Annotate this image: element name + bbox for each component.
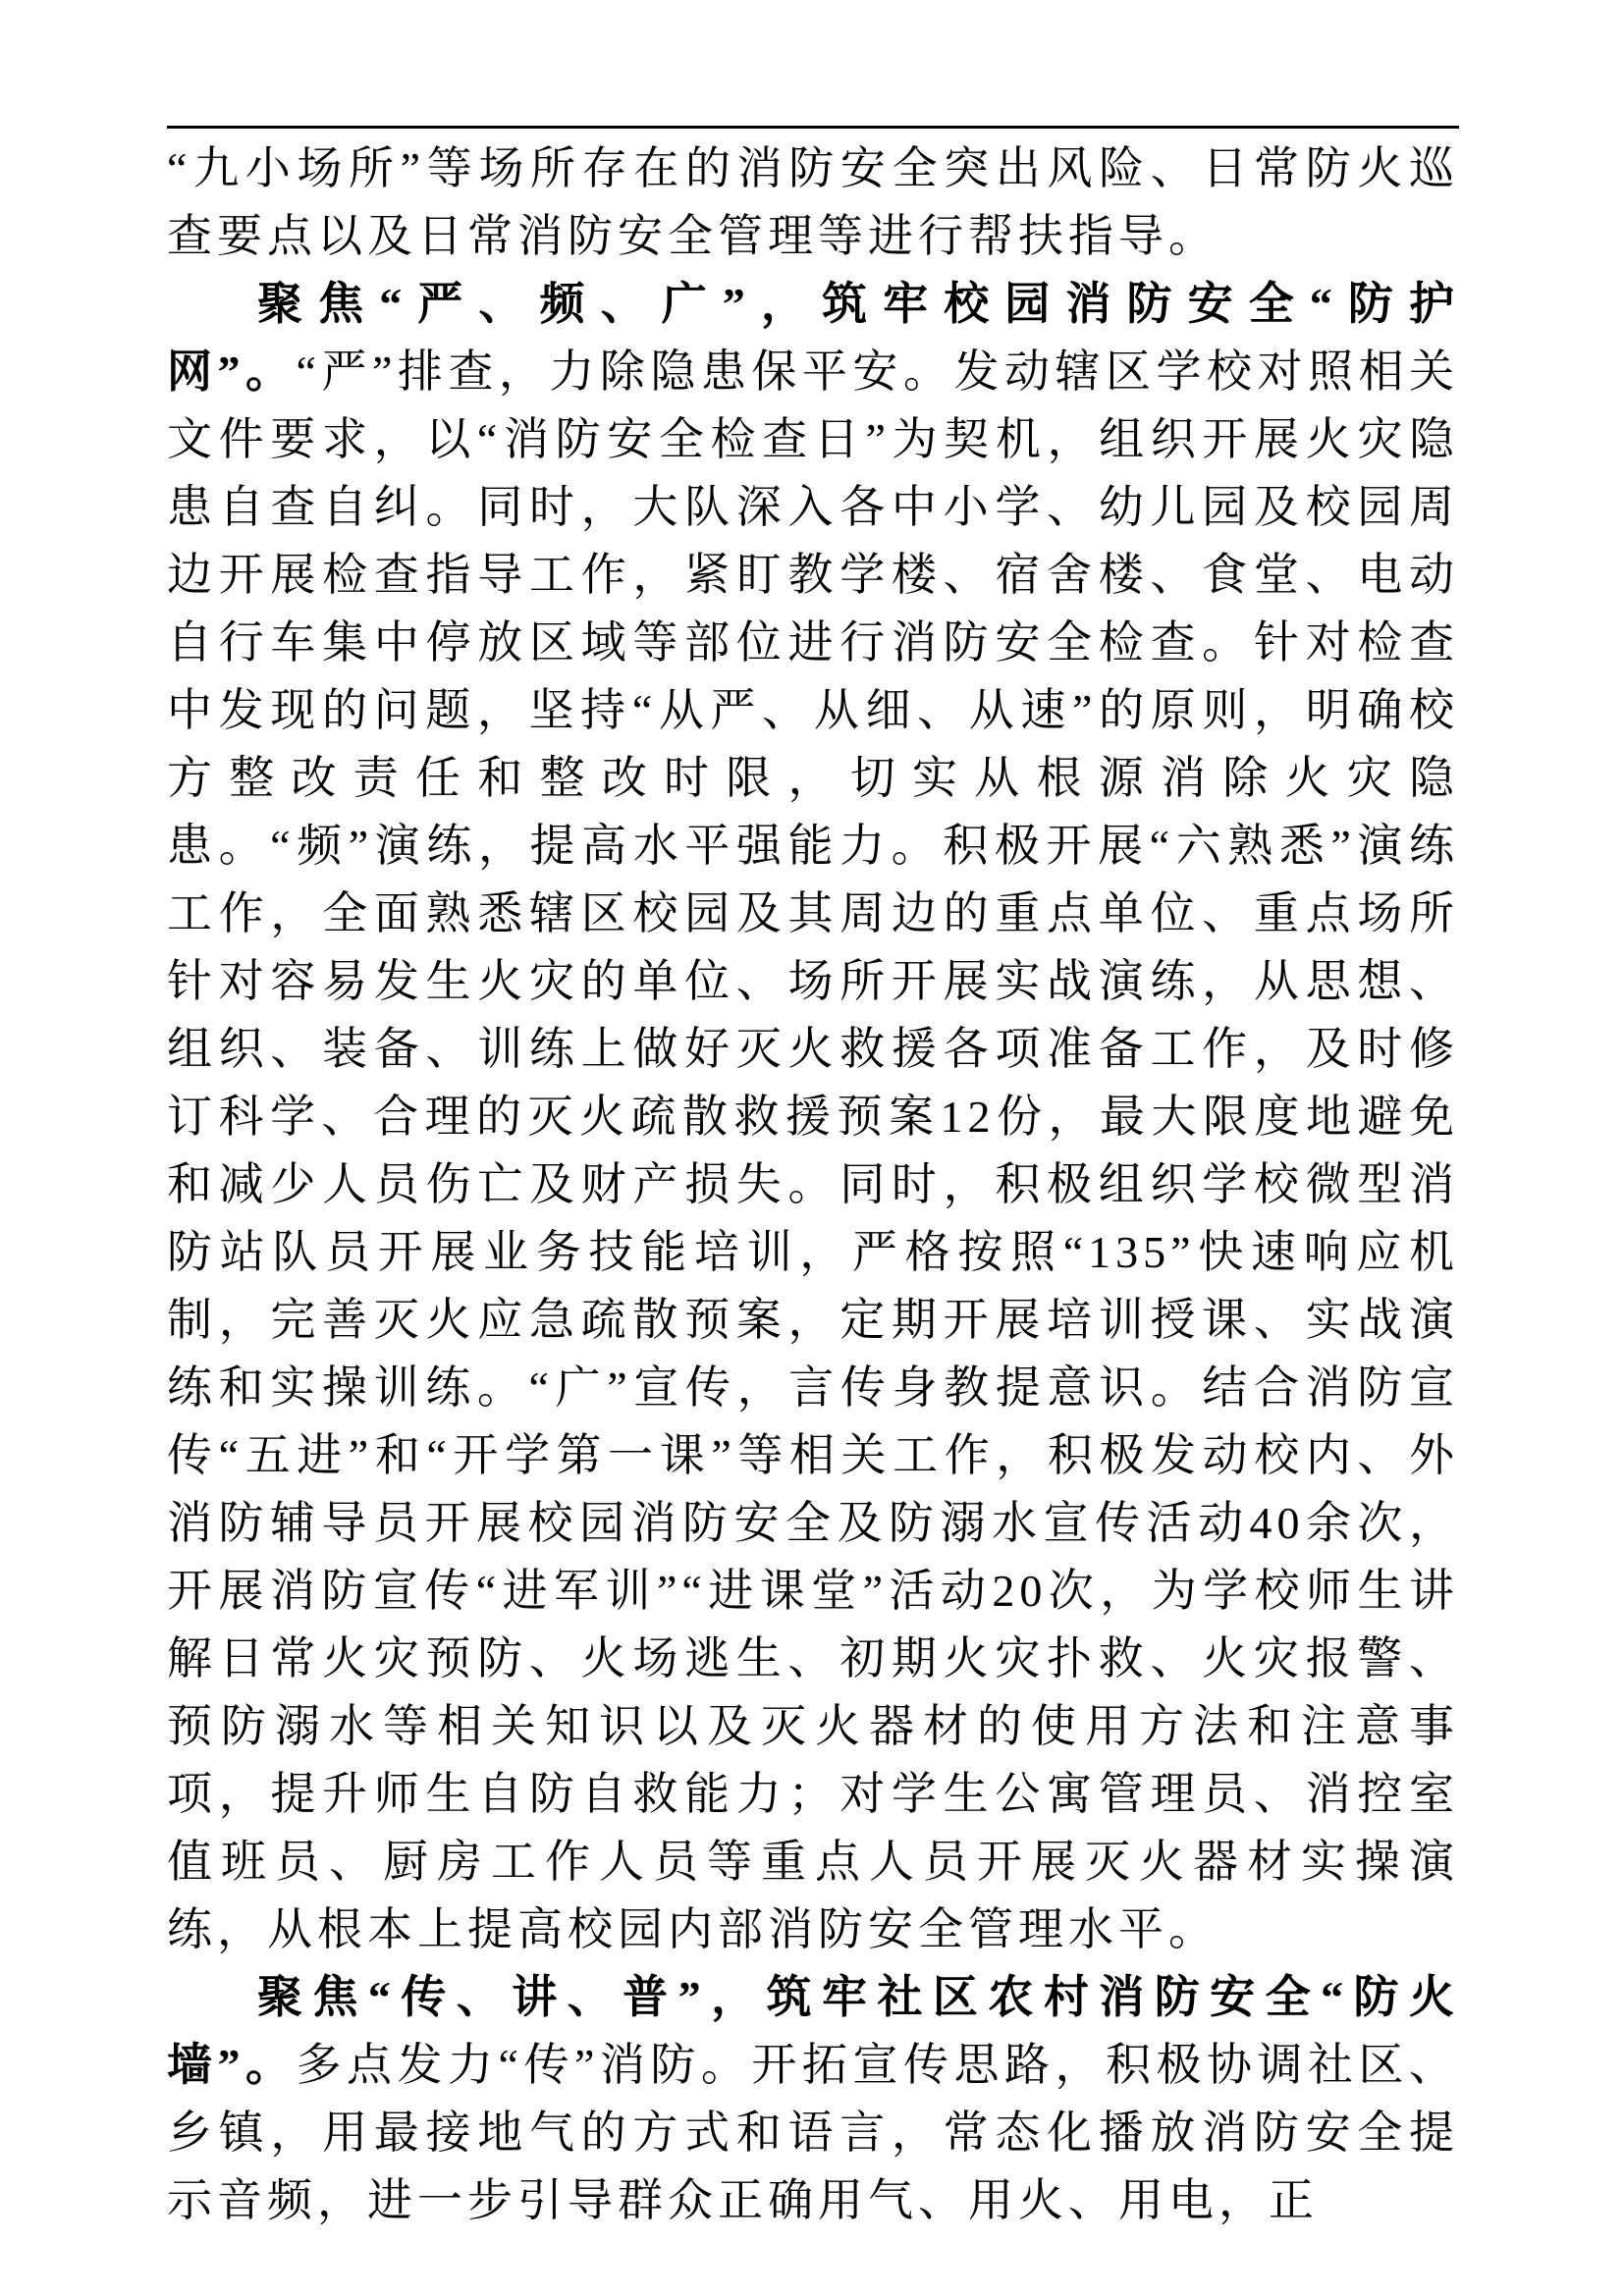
bold-run: 聚焦“严、频、广”，筑牢校园消防安全“防护网”。 — [167, 279, 1459, 397]
text-run: “严”排查，力除隐患保平安。发动辖区学校对照相关文件要求，以“消防安全检查日”为契机，组织开展火灾隐患自查自纠。同时，大队深入各中小学、幼儿园及校园周边开展检查指导工作，紧盯教学楼、宿舍楼、食堂、电动自行车集中停放区域等部位进行消防安全检查。针对检查中发现的问题，坚持“从严、从细、从速”的原则，明确校方整改责任和整改时限，切实从根源消除火灾隐患。“频”演练，提高水平强能力。积极开展“六熟悉”演练工作，全面熟悉辖区校园及其周边的重点单位、重点场所针对容易发生火灾的单位、场所开展实战演练，从思想、组织、装备、训练上做好灭火救援各项准备工作，及时修订科学、合理的灭火疏散救援预案12份，最大限度地避免和减少人员伤亡及财产损失。同时，积极组织学校微型消防站队员开展业务技能培训，严格按照“135”快速响应机制，完善灭火应急疏散预案，定期开展培训授课、实战演练和实操训练。“广”宣传，言传身教提意识。结合消防宣传“五进”和“开学第一课”等相关工作，积极发动校内、外消防辅导员开展校园消防安全及防溺水宣传活动40余次，开展消防宣传“进军训”“进课堂”活动20次，为学校师生讲解日常火灾预防、火场逃生、初期火灾扑救、火灾报警、预防溺水等相关知识以及灭火器材的使用方法和注意事项，提升师生自防自救能力；对学生公寓管理员、消控室值班员、厨房工作人员等重点人员开展灭火器材实操演练，从根本上提高校园内部消防安全管理水平。 — [167, 347, 1460, 1954]
paragraph — [167, 134, 1459, 270]
text-run: “九小场所”等场所存在的消防安全突出风险、日常防火巡查要点以及日常消防安全管理等进行帮扶指导。 — [167, 143, 1459, 261]
bold-run: 聚焦“传、讲、普”，筑牢社区农村消防安全“防火墙”。 — [167, 1972, 1459, 2090]
paragraph — [167, 1963, 1459, 2234]
paragraph — [167, 270, 1459, 1963]
header-rule — [167, 126, 1459, 129]
document-body — [167, 134, 1459, 2234]
text-run: 多点发力“传”消防。开拓宣传思路，积极协调社区、乡镇，用最接地气的方式和语言，常态化播放消防安全提示音频，进一步引导群众正确用气、用火、用电，正 — [167, 2040, 1460, 2225]
